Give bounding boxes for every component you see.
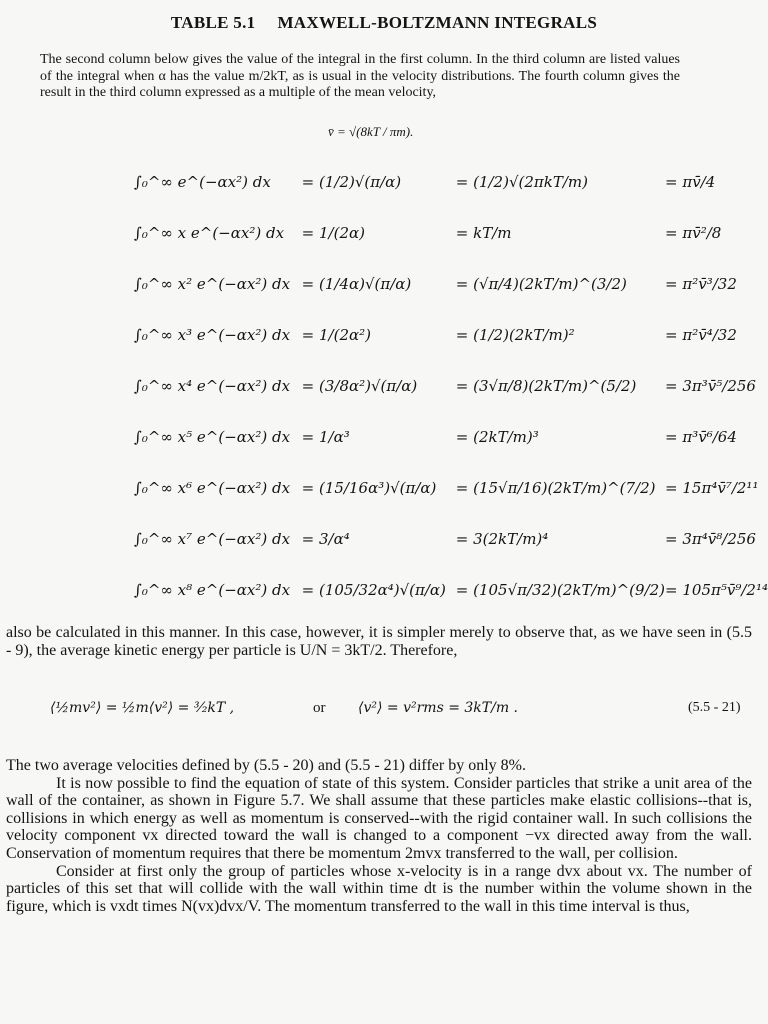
integral-expression: ∫₀^∞ x⁴ e^(−αx²) dx bbox=[134, 376, 291, 395]
equation-lhs: ⟨½mv²⟩ = ½m⟨v²⟩ = ³⁄₂kT , bbox=[50, 700, 235, 716]
integral-in-mean-velocity: = π²v̄⁴/32 bbox=[665, 325, 737, 344]
integral-expression: ∫₀^∞ x e^(−αx²) dx bbox=[134, 223, 285, 242]
integrals-table bbox=[134, 156, 768, 615]
integral-value-with-alpha: = (2kT/m)³ bbox=[455, 427, 539, 446]
integral-value-with-alpha: = kT/m bbox=[455, 223, 512, 242]
body-text bbox=[6, 757, 752, 915]
integral-expression: ∫₀^∞ x² e^(−αx²) dx bbox=[134, 274, 291, 293]
integral-row bbox=[134, 309, 768, 360]
integral-value-with-alpha: = (105√π/32)(2kT/m)^(9/2) bbox=[455, 580, 666, 599]
integral-expression: ∫₀^∞ x⁶ e^(−αx²) dx bbox=[134, 478, 291, 497]
integral-value-with-alpha: = (15√π/16)(2kT/m)^(7/2) bbox=[455, 478, 656, 497]
integral-value-with-alpha: = (1/2)√(2πkT/m) bbox=[455, 172, 588, 191]
integral-value: = 1/α³ bbox=[301, 427, 350, 446]
mean-velocity-definition: v̄ = √(8kT / πm). bbox=[328, 124, 414, 139]
integral-value: = 1/(2α) bbox=[301, 223, 365, 242]
table-number: TABLE 5.1 bbox=[170, 13, 256, 32]
integral-expression: ∫₀^∞ x⁷ e^(−αx²) dx bbox=[134, 529, 291, 548]
integral-value: = (15/16α³)√(π/α) bbox=[301, 478, 437, 497]
integral-row bbox=[134, 513, 768, 564]
integral-in-mean-velocity: = π³v̄⁶/64 bbox=[665, 427, 737, 446]
integral-in-mean-velocity: = 3π³v̄⁵/256 bbox=[665, 376, 756, 395]
paragraph-momentum-transfer: Consider at first only the group of particles whose x-velocity is in a range dvx about vx. The number of particles of this set that will collide with the wall within time dt is the number within the volume shown in the figure, which is vxdt times N(vx)dvx/V. The momentum transferred to the wall in this time interval is thus, bbox=[6, 862, 752, 915]
integral-in-mean-velocity: = π²v̄³/32 bbox=[665, 274, 737, 293]
integral-value-with-alpha: = 3(2kT/m)⁴ bbox=[455, 529, 549, 548]
integral-row bbox=[134, 207, 768, 258]
integral-value: = (1/4α)√(π/α) bbox=[301, 274, 412, 293]
intro-paragraph: The second column below gives the value of the integral in the first column. In the third column are listed values of the integral when α has the value m/2kT, as is usual in the velocity distributions. The fourth column gives the result in the third column expressed as a multiple of the mean velocity, bbox=[40, 52, 680, 100]
integral-value: = (105/32α⁴)√(π/α) bbox=[301, 580, 446, 599]
integral-value-with-alpha: = (3√π/8)(2kT/m)^(5/2) bbox=[455, 376, 637, 395]
integral-value: = 1/(2α²) bbox=[301, 325, 371, 344]
integral-row bbox=[134, 258, 768, 309]
integral-row bbox=[134, 564, 768, 615]
table-title bbox=[0, 13, 768, 33]
integral-row bbox=[134, 156, 768, 207]
integral-in-mean-velocity: = πv̄/4 bbox=[665, 172, 716, 191]
integral-expression: ∫₀^∞ x³ e^(−αx²) dx bbox=[134, 325, 291, 344]
equation-connector: or bbox=[313, 700, 326, 716]
paragraph-velocities: The two average velocities defined by (5.5 - 20) and (5.5 - 21) differ by only 8%. bbox=[6, 757, 526, 774]
integral-expression: ∫₀^∞ x⁸ e^(−αx²) dx bbox=[134, 580, 291, 599]
equation-number: (5.5 - 21) bbox=[688, 700, 741, 715]
integral-in-mean-velocity: = 105π⁵v̄⁹/2¹⁴ bbox=[665, 580, 768, 599]
paragraph-equation-of-state: It is now possible to find the equation of state of this system. Consider particles that strike a unit area of the wall of the container, as shown in Figure 5.7. We shall assume that these particles make elastic collisions--that is, collisions in which energy as well as momentum is conserved--with the rigid container wall. In such collisions the velocity component vx directed toward the wall is changed to a component −vx directed away from the wall. Conservation of momentum requires that there be momentum 2mvx transferred to the wall, per collision. bbox=[6, 774, 752, 862]
integral-in-mean-velocity: = 3π⁴v̄⁸/256 bbox=[665, 529, 756, 548]
integral-row bbox=[134, 462, 768, 513]
integral-value-with-alpha: = (√π/4)(2kT/m)^(3/2) bbox=[455, 274, 627, 293]
integral-value: = (3/8α²)√(π/α) bbox=[301, 376, 418, 395]
integral-value: = (1/2)√(π/α) bbox=[301, 172, 402, 191]
integral-value-with-alpha: = (1/2)(2kT/m)² bbox=[455, 325, 575, 344]
integral-value: = 3/α⁴ bbox=[301, 529, 350, 548]
table-heading: MAXWELL-BOLTZMANN INTEGRALS bbox=[277, 13, 598, 32]
integral-in-mean-velocity: = πv̄²/8 bbox=[665, 223, 722, 242]
equation-rhs: ⟨v²⟩ = v²rms = 3kT/m . bbox=[358, 700, 519, 716]
integral-row bbox=[134, 411, 768, 462]
integral-expression: ∫₀^∞ x⁵ e^(−αx²) dx bbox=[134, 427, 291, 446]
integral-row bbox=[134, 360, 768, 411]
integral-expression: ∫₀^∞ e^(−αx²) dx bbox=[134, 172, 271, 191]
integral-in-mean-velocity: = 15π⁴v̄⁷/2¹¹ bbox=[665, 478, 759, 497]
paragraph-kinetic-energy: also be calculated in this manner. In this case, however, it is simpler merely to observe that, as we have seen in (5.5 - 9), the average kinetic energy per particle is U/N = 3kT/2. Therefore, bbox=[6, 624, 752, 659]
